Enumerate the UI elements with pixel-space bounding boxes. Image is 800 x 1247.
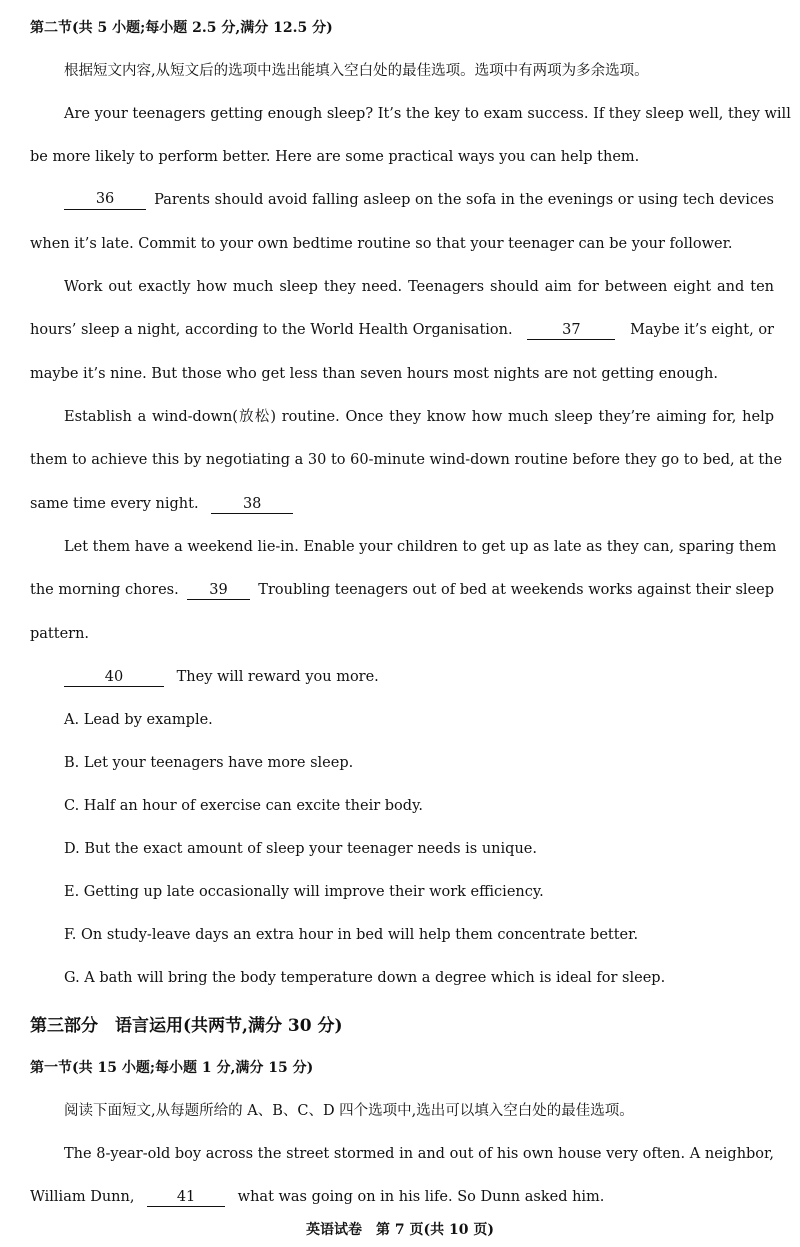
section-heading: 第一节(共 15 小题;每小题 1 分,满分 15 分) [30, 1060, 314, 1076]
passage-text: They will reward you more. [176, 669, 379, 685]
passage-text: the morning chores. [30, 582, 179, 598]
blank-39: 39 [187, 581, 251, 600]
passage-text: Troubling teenagers out of bed at weekends works against their sleep [258, 582, 774, 598]
instruction: 阅读下面短文,从每题所给的 A、B、C、D 四个选项中,选出可以填入空白处的最佳选项。 [64, 1103, 634, 1119]
passage-text: Parents should avoid falling asleep on the sofa in the evenings or using tech devices [154, 192, 774, 208]
passage-line: when it’s late. Commit to your own bedtime routine so that your teenager can be your follower. [30, 236, 733, 252]
section-heading: 第二节(共 5 小题;每小题 2.5 分,满分 12.5 分) [30, 20, 333, 36]
option-f: F. On study-leave days an extra hour in bed will help them concentrate better. [64, 927, 639, 943]
option-g: G. A bath will bring the body temperature down a degree which is ideal for sleep. [64, 970, 666, 986]
blank-41: 41 [147, 1188, 225, 1207]
option-a: A. Lead by example. [64, 712, 213, 728]
passage-line: them to achieve this by negotiating a 30 to 60-minute wind-down routine before they go to bed, at the [30, 452, 783, 468]
blank-36: 36 [64, 190, 146, 210]
passage-text: hours’ sleep a night, according to the World Health Organisation. [30, 322, 513, 338]
passage-line [30, 494, 293, 514]
passage-line [64, 667, 379, 687]
passage-line: maybe it’s nine. But those who get less than seven hours most nights are not getting enough. [30, 366, 718, 382]
passage-line: Let them have a weekend lie-in. Enable your children to get up as late as they can, sparing them [64, 539, 777, 555]
passage-line: The 8-year-old boy across the street stormed in and out of his own house very often. A neighbor, [64, 1146, 774, 1162]
passage-text: William Dunn, [30, 1189, 135, 1205]
passage-line [64, 190, 774, 210]
passage-line: Work out exactly how much sleep they need. Teenagers should aim for between eight and ten [64, 279, 774, 295]
passage-line [30, 1187, 604, 1207]
passage-text: what was going on in his life. So Dunn asked him. [237, 1189, 605, 1205]
blank-37: 37 [527, 321, 615, 340]
page-footer: 英语试卷 第 7 页(共 10 页) [306, 1222, 494, 1238]
passage-line: Establish a wind-down(放松) routine. Once they know how much sleep they’re aiming for, help [64, 409, 774, 425]
passage-text: Maybe it’s eight, or [630, 322, 774, 338]
passage-line: be more likely to perform better. Here are some practical ways you can help them. [30, 149, 640, 165]
passage-line [30, 320, 774, 340]
blank-38: 38 [211, 495, 293, 514]
passage-text: same time every night. [30, 496, 199, 512]
part-heading: 第三部分 语言运用(共两节,满分 30 分) [30, 1016, 343, 1036]
option-d: D. But the exact amount of sleep your teenager needs is unique. [64, 841, 537, 857]
passage-line: Are your teenagers getting enough sleep? It’s the key to exam success. If they sleep well, they will [64, 106, 791, 122]
option-e: E. Getting up late occasionally will improve their work efficiency. [64, 884, 544, 900]
instruction: 根据短文内容,从短文后的选项中选出能填入空白处的最佳选项。选项中有两项为多余选项。 [64, 63, 649, 79]
option-c: C. Half an hour of exercise can excite their body. [64, 798, 423, 814]
blank-40: 40 [64, 668, 164, 687]
passage-line [30, 580, 774, 600]
option-b: B. Let your teenagers have more sleep. [64, 755, 354, 771]
passage-line: pattern. [30, 626, 90, 642]
